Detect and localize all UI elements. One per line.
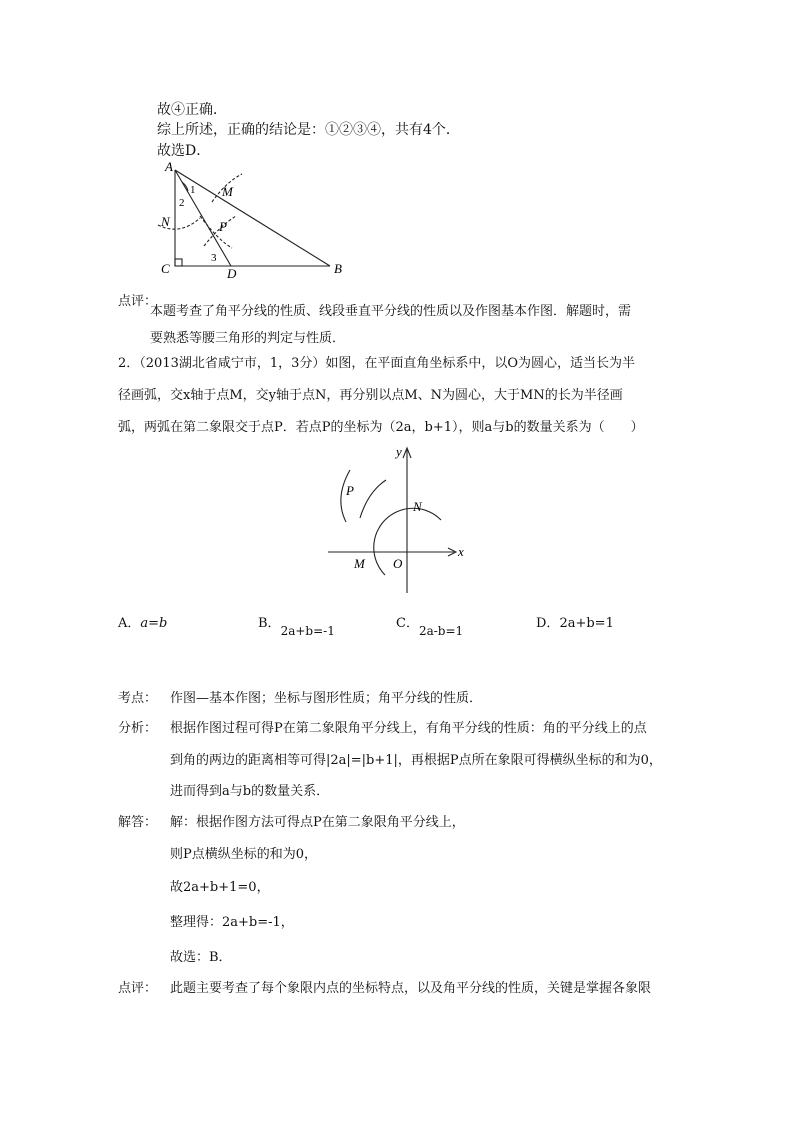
comment-line-1: 本题考查了角平分线的性质、线段垂直平分线的性质以及作图基本作图．解题时，需 — [150, 304, 632, 319]
arc-from-m — [360, 480, 386, 518]
question2-line-2: 径画弧，交x轴于点M，交y轴于点N，再分别以点M、N为圆心，大于MN的长为半径画 — [118, 388, 623, 403]
triangle-construction-figure — [150, 156, 365, 281]
label-c: C — [161, 261, 170, 276]
label-x: x — [458, 544, 464, 559]
option-a-text: a=b — [140, 616, 168, 631]
label-angle-2: 2 — [179, 197, 185, 209]
fenxi-line-2: 到角的两边的距离相等可得|2a|=|b+1|，再根据P点所在象限可得横纵坐标的和为0， — [170, 753, 662, 768]
kaodian-label: 考点： — [118, 691, 158, 706]
kaodian-text: 作图—基本作图；坐标与图形性质；角平分线的性质． — [170, 691, 483, 706]
option-a — [118, 612, 167, 631]
label-angle-3: 3 — [211, 252, 217, 264]
dianping-text: 此题主要考查了每个象限内点的坐标特点，以及角平分线的性质，关键是掌握各象限 — [170, 981, 652, 996]
jieda-line-3: 故2a+b+1=0， — [170, 880, 270, 895]
option-b-text: 2a+b=-1 — [280, 624, 335, 638]
option-a-letter: A． — [118, 616, 141, 631]
dianping-label: 点评： — [118, 981, 158, 996]
label-n: N — [161, 214, 170, 229]
jieda-label: 解答： — [118, 815, 158, 830]
fenxi-line-1: 根据作图过程可得P在第二象限角平分线上，有角平分线的性质：角的平分线上的点 — [170, 721, 647, 736]
fenxi-line-3: 进而得到a与b的数量关系． — [170, 784, 330, 799]
right-angle-mark — [175, 259, 182, 266]
conclusion-line: 故④正确． — [157, 102, 227, 118]
label-p: P — [219, 219, 227, 234]
option-b — [258, 612, 335, 638]
question2-line-1: 2．（2013湖北省咸宁市，1，3分）如图，在平面直角坐标系中，以O为圆心，适当长为半 — [118, 356, 636, 371]
label-b: B — [334, 261, 342, 276]
option-c — [396, 612, 464, 638]
label-m: M — [354, 556, 365, 571]
label-n: N — [413, 499, 422, 514]
label-angle-1: 1 — [190, 184, 196, 196]
fenxi-label: 分析： — [118, 721, 158, 736]
option-c-text: 2a-b=1 — [418, 624, 464, 638]
option-d-text: 2a+b=1 — [559, 616, 614, 631]
option-c-letter: C． — [396, 616, 419, 631]
jieda-line-4: 整理得：2a+b=-1， — [170, 915, 294, 930]
label-d: D — [227, 266, 237, 281]
jieda-line-1: 解：根据作图方法可得点P在第二象限角平分线上， — [170, 815, 465, 830]
label-o: O — [393, 556, 403, 571]
coordinate-figure — [320, 440, 480, 600]
summary-line: 综上所述，正确的结论是：①②③④，共有4个． — [157, 122, 460, 138]
question2-line-3: 弧，两弧在第二象限交于点P．若点P的坐标为（2a，b+1），则a与b的数量关系为（ ） — [118, 420, 644, 435]
side-ab — [175, 170, 330, 266]
jieda-line-5: 故选：B． — [170, 950, 232, 965]
answer-line: 故选D． — [157, 143, 211, 159]
comment-label: 点评： — [118, 294, 158, 309]
option-d-letter: D． — [536, 616, 560, 631]
label-a: A — [165, 159, 173, 174]
option-d — [536, 612, 614, 631]
label-p: P — [346, 483, 354, 498]
label-m: M — [222, 184, 233, 199]
label-y: y — [396, 444, 402, 459]
comment-line-2: 要熟悉等腰三角形的判定与性质． — [150, 331, 346, 346]
jieda-line-2: 则P点横纵坐标的和为0， — [170, 847, 318, 862]
option-b-letter: B． — [258, 616, 281, 631]
